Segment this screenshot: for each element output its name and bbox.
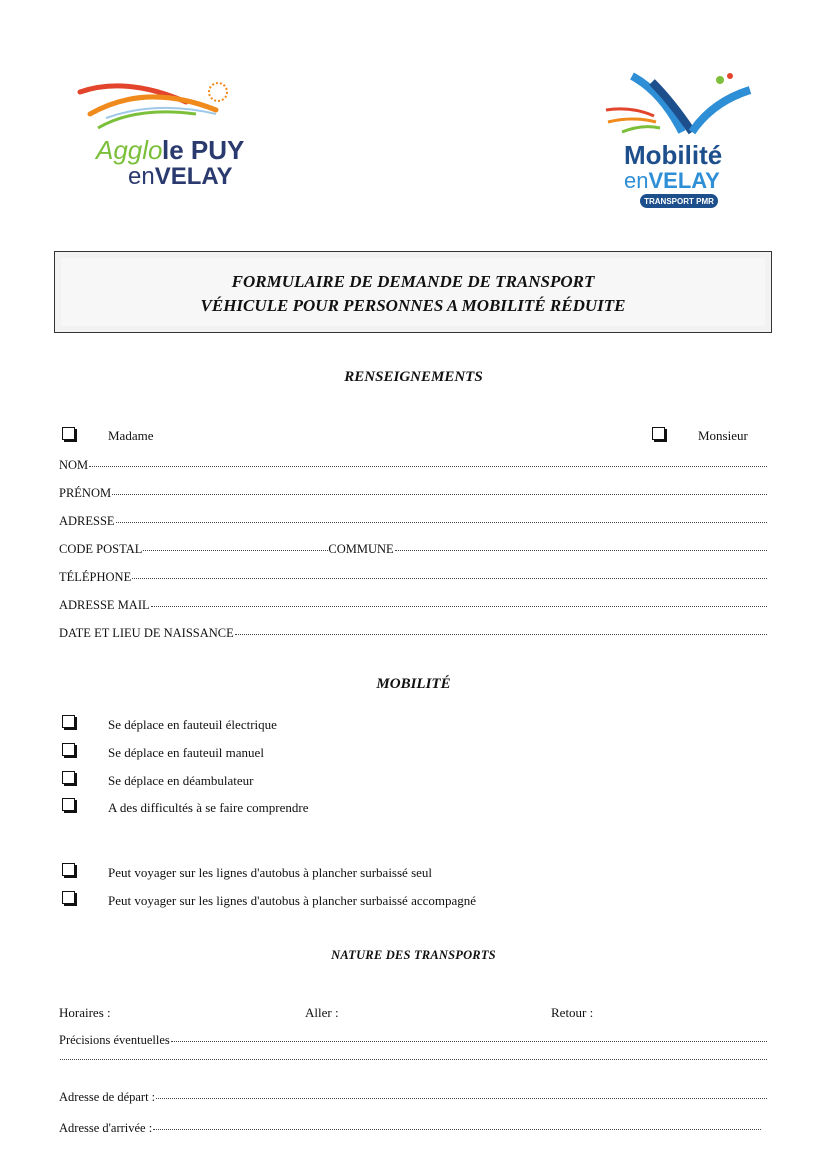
fill-line[interactable]	[153, 1129, 761, 1130]
field-precisions-continued[interactable]	[59, 1061, 767, 1062]
checkbox-monsieur[interactable]	[652, 427, 665, 440]
field-label: ADRESSE MAIL	[59, 598, 150, 612]
section-heading-nature-transports: NATURE DES TRANSPORTS	[331, 948, 496, 962]
field-adresse-mail[interactable]	[59, 598, 767, 613]
field-label: PRÉNOM	[59, 486, 112, 500]
checkbox-autobus-seul[interactable]	[62, 863, 75, 876]
checkbox-madame[interactable]	[62, 427, 75, 440]
label-retour: Retour :	[551, 1005, 594, 1020]
field-prenom[interactable]	[59, 486, 767, 501]
mobilite-en-velay-logo	[602, 72, 754, 212]
fill-line[interactable]	[151, 606, 767, 607]
fill-line[interactable]	[395, 550, 767, 551]
svg-text:enVELAY: enVELAY	[624, 168, 720, 193]
field-telephone[interactable]	[59, 570, 767, 585]
fill-line[interactable]	[112, 494, 767, 495]
form-title-line2: VÉHICULE POUR PERSONNES A MOBILITÉ RÉDUITE	[200, 296, 626, 315]
fill-line[interactable]	[89, 466, 767, 467]
field-date-lieu-naissance[interactable]	[59, 626, 767, 641]
option-label: Peut voyager sur les lignes d'autobus à plancher surbaissé accompagné	[108, 893, 477, 908]
field-label: ADRESSE	[59, 514, 115, 528]
field-precisions[interactable]	[59, 1033, 767, 1048]
section-heading-renseignements: RENSEIGNEMENTS	[344, 369, 483, 385]
agglo-le-puy-logo	[76, 74, 245, 194]
checkbox-deambulateur[interactable]	[62, 771, 75, 784]
section-heading-mobilite: MOBILITÉ	[376, 676, 451, 692]
field-code-postal-commune[interactable]	[59, 542, 767, 557]
label-aller: Aller :	[305, 1005, 339, 1020]
svg-text:TRANSPORT PMR: TRANSPORT PMR	[644, 197, 714, 206]
field-label: Adresse de départ :	[59, 1090, 156, 1104]
fill-line[interactable]	[116, 522, 767, 523]
option-label: A des difficultés à se faire comprendre	[108, 800, 309, 815]
fill-line[interactable]	[171, 1041, 767, 1042]
label-monsieur: Monsieur	[698, 428, 748, 443]
label-madame: Madame	[108, 428, 154, 443]
fill-line[interactable]	[143, 550, 328, 551]
fill-line[interactable]	[235, 634, 767, 635]
option-label: Se déplace en fauteuil électrique	[108, 717, 277, 732]
field-adresse-arrivee[interactable]	[59, 1121, 761, 1136]
option-label: Peut voyager sur les lignes d'autobus à plancher surbaissé seul	[108, 865, 433, 880]
fill-line[interactable]	[132, 578, 767, 579]
svg-text:le PUY: le PUY	[162, 135, 245, 165]
label-horaires: Horaires :	[59, 1005, 111, 1020]
svg-text:enVELAY: enVELAY	[128, 163, 233, 190]
option-label: Se déplace en déambulateur	[108, 773, 254, 788]
fill-line[interactable]	[156, 1098, 767, 1099]
field-label: DATE ET LIEU DE NAISSANCE	[59, 626, 234, 640]
svg-text:Mobilité: Mobilité	[624, 140, 723, 170]
field-label: TÉLÉPHONE	[59, 570, 132, 584]
checkbox-autobus-accompagne[interactable]	[62, 891, 75, 904]
option-label: Se déplace en fauteuil manuel	[108, 745, 264, 760]
field-label: CODE POSTAL	[59, 542, 143, 556]
field-label: Précisions éventuelles	[59, 1033, 170, 1047]
svg-text:Agglo: Agglo	[96, 135, 163, 165]
checkbox-fauteuil-electrique[interactable]	[62, 715, 75, 728]
checkbox-difficultes-comprendre[interactable]	[62, 798, 75, 811]
field-adresse-depart[interactable]	[59, 1090, 767, 1105]
field-label: COMMUNE	[328, 542, 394, 556]
field-nom[interactable]	[59, 458, 767, 473]
field-adresse[interactable]	[59, 514, 767, 529]
fill-line[interactable]	[60, 1059, 767, 1060]
field-label: Adresse d'arrivée :	[59, 1121, 153, 1135]
field-label: NOM	[59, 458, 89, 472]
form-title-line1: FORMULAIRE DE DEMANDE DE TRANSPORT	[231, 272, 595, 291]
checkbox-fauteuil-manuel[interactable]	[62, 743, 75, 756]
form-title-box	[54, 251, 772, 333]
